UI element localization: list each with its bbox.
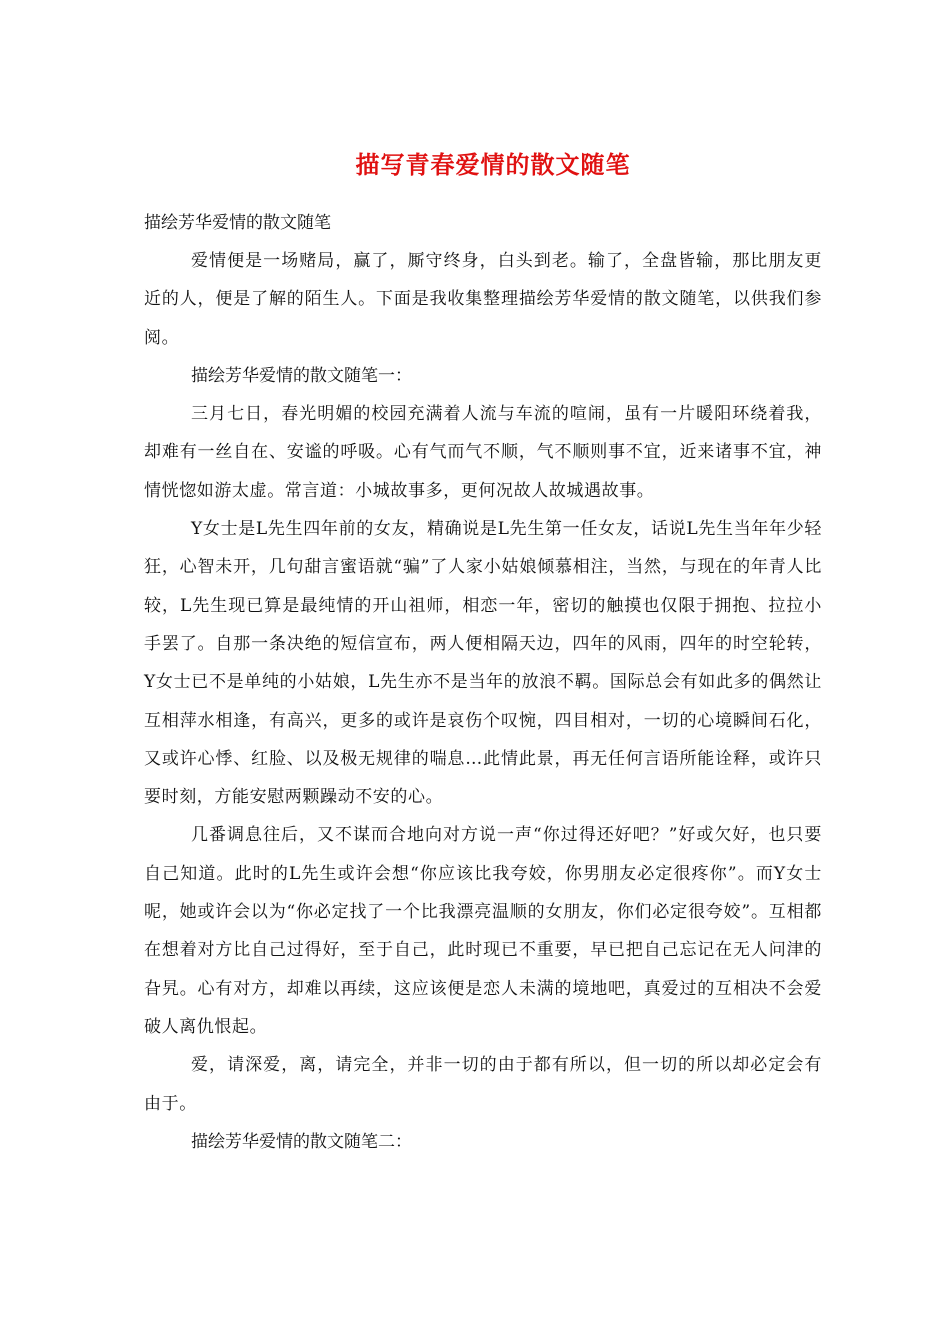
paragraph-4: 爱，请深爱，离，请完全，并非一切的由于都有所以，但一切的所以却必定会有由于。 [144,1055,822,1114]
section-2-heading: 描绘芳华爱情的散文随笔二： [191,1131,412,1152]
document-title: 描写青春爱情的散文随笔 [355,150,631,179]
paragraph-2: Y女士是L先生四年前的女友，精确说是L先生第一任女友，话说L先生当年年少轻狂，心智未开，几句甜言蜜语就“骗”了人家小姑娘倾慕相注，当然，与现在的年青人比较，L先生现已算是最纯情的开山祖师，相恋一年，密切的触摸也仅限于拥抱、拉拉小手罢了。自那一条决绝的短信宣布，两人便相隔天边，四年的风雨，四年的时空轮转，Y女士已不是单纯的小姑娘，L先生亦不是当年的放浪不羁。国际总会有如此多的偶然让互相萍水相逢，有高兴，更多的或许是哀伤个叹惋，四目相对，一切的心境瞬间石化，又或许心悸、红脸、以及极无规律的喘息…此情此景，再无任何言语所能诠释，或许只要时刻，方能安慰两颗躁动不安的心。 [144,519,822,808]
paragraph-3: 几番调息往后，又不谋而合地向对方说一声“你过得还好吧？”好或欠好，也只要自己知道。此时的L先生或许会想“你应该比我夸姣，你男朋友必定很疼你”。而Y女士呢，她或许会以为“你必定找了一个比我漂亮温顺的女朋友，你们必定很夸姣”。互相都在想着对方比自己过得好，至于自己，此时现已不重要，早已把自己忘记在无人问津的旮旯。心有对方，却难以再续，这应该便是恋人未满的境地吧，真爱过的互相决不会爱破人离仇恨起。 [144,825,822,1037]
intro-paragraph: 爱情便是一场赌局，赢了，厮守终身，白头到老。输了，全盘皆输，那比朋友更近的人，便是了解的陌生人。下面是我收集整理描绘芳华爱情的散文随笔，以供我们参阅。 [144,251,822,348]
document-subtitle: 描绘芳华爱情的散文随笔 [144,213,331,233]
paragraph-1: 三月七日，春光明媚的校园充满着人流与车流的喧闹，虽有一片暖阳环绕着我，却难有一丝自在、安谧的呼吸。心有气而气不顺，气不顺则事不宜，近来诸事不宜，神情恍惚如游太虚。常言道：小城故事多，更何况故人故城遇故事。 [144,404,822,501]
section-1-heading: 描绘芳华爱情的散文随笔一： [191,365,412,386]
